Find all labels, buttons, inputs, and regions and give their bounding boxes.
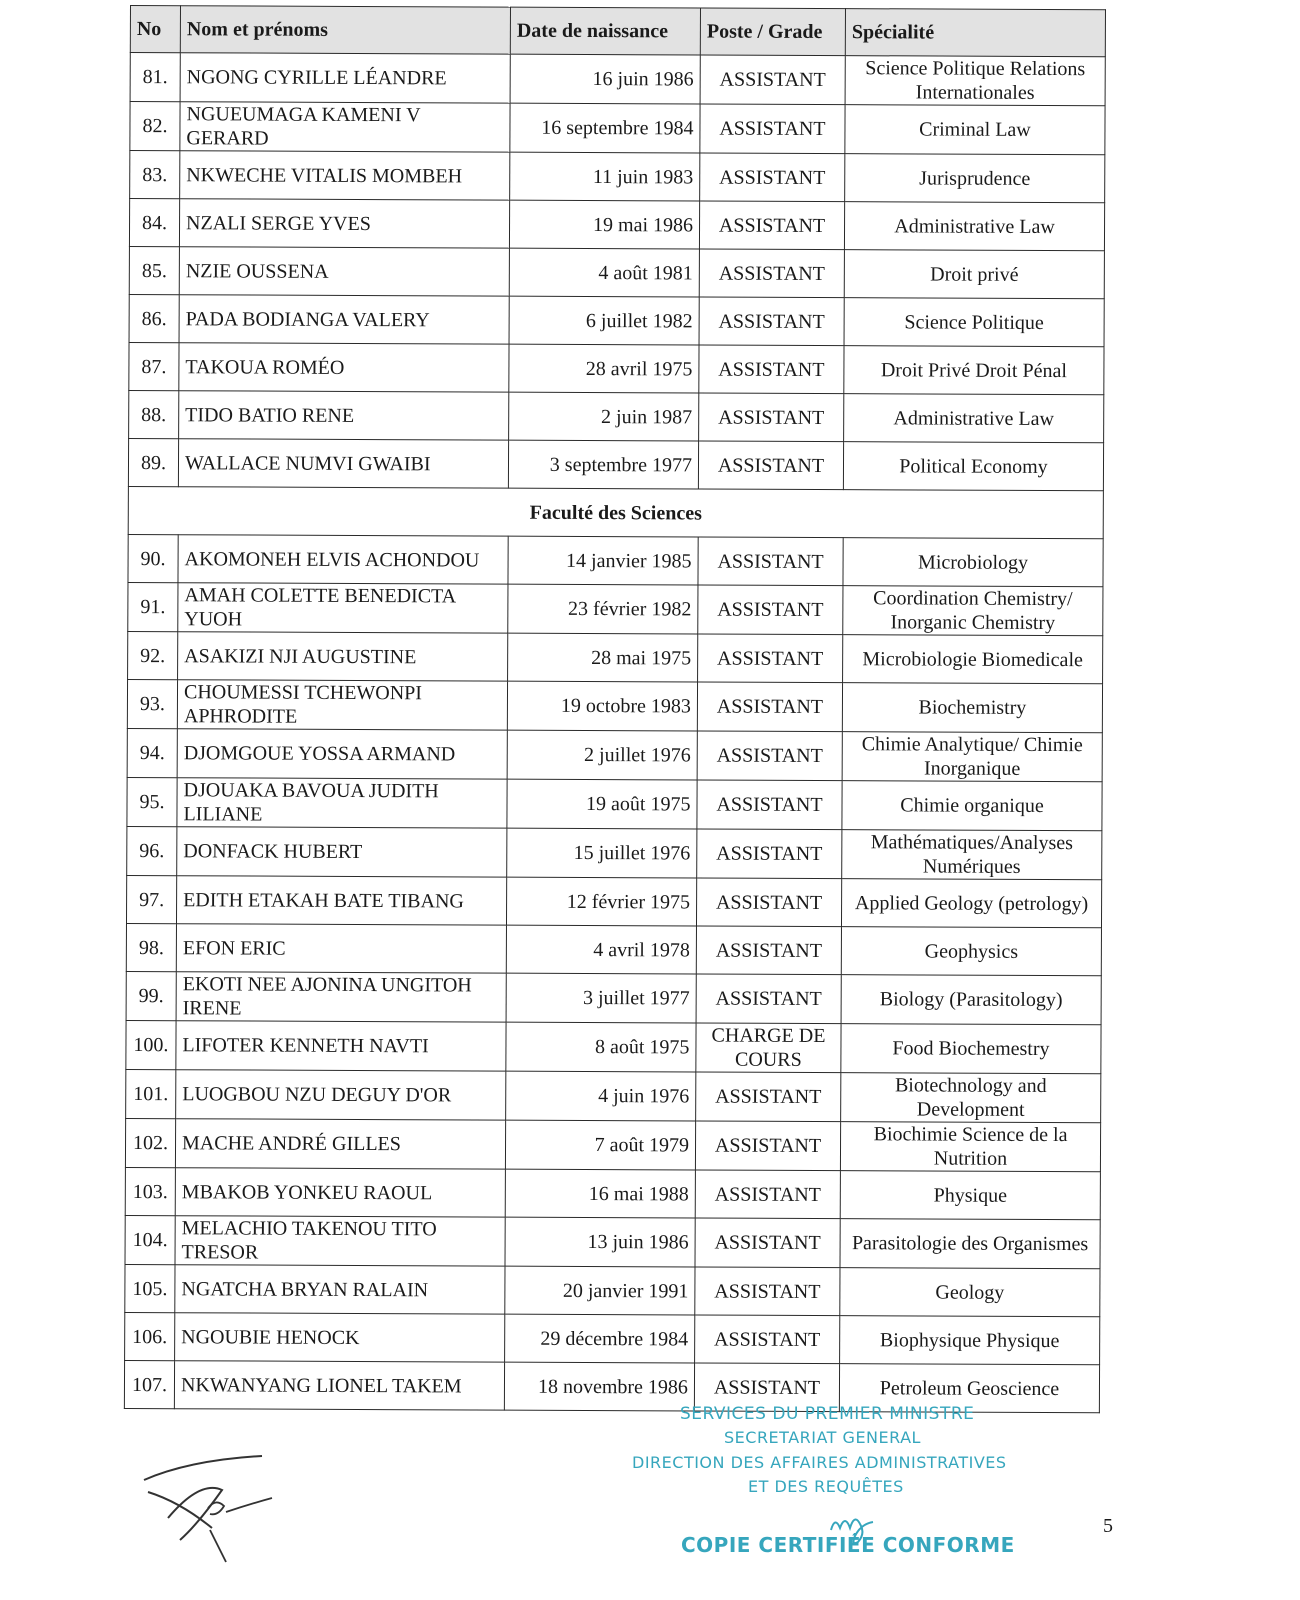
table-row [125, 1264, 1100, 1316]
row-specialty: Criminal Law [845, 105, 1105, 155]
row-birth-date: 3 juillet 1977 [506, 973, 696, 1023]
row-number: 104. [125, 1215, 175, 1264]
row-birth-date: 16 septembre 1984 [510, 103, 700, 153]
row-number: 103. [125, 1167, 175, 1215]
table-row [127, 728, 1102, 781]
row-name: MBAKOB YONKEU RAOUL [175, 1168, 505, 1217]
table-row [125, 1312, 1100, 1364]
row-grade: ASSISTANT [694, 1363, 839, 1412]
row-number: 84. [129, 199, 179, 247]
stamp-line-direction: DIRECTION DES AFFAIRES ADMINISTRATIVES [632, 1453, 1007, 1472]
page-number: 5 [1103, 1515, 1113, 1537]
row-birth-date: 29 décembre 1984 [505, 1314, 695, 1363]
stamp-line-secretariat: SECRETARIAT GENERAL [724, 1428, 921, 1447]
row-name: LUOGBOU NZU DEGUY D'OR [176, 1070, 506, 1120]
row-name: NGATCHA BRYAN RALAIN [175, 1265, 505, 1314]
table-row [127, 679, 1102, 732]
row-specialty: Biotechnology and Development [841, 1073, 1101, 1123]
row-name: NZIE OUSSENA [179, 247, 509, 296]
row-number: 82. [130, 102, 180, 151]
row-number: 87. [129, 342, 179, 390]
row-birth-date: 6 juillet 1982 [509, 296, 699, 345]
row-specialty: Chimie organique [842, 781, 1102, 831]
row-number: 106. [125, 1312, 175, 1360]
row-birth-date: 23 février 1982 [508, 584, 698, 634]
row-number: 94. [127, 728, 177, 777]
table-row [125, 1118, 1100, 1171]
table-row [127, 826, 1102, 879]
table-header-row [130, 6, 1105, 57]
row-number: 97. [126, 875, 176, 923]
row-birth-date: 4 avril 1978 [506, 925, 696, 974]
row-specialty: Science Politique [844, 298, 1104, 347]
row-birth-date: 28 avril 1975 [509, 344, 699, 393]
row-specialty: Administrative Law [844, 202, 1104, 251]
row-name: MACHE ANDRÉ GILLES [175, 1119, 505, 1169]
row-birth-date: 13 juin 1986 [505, 1217, 695, 1267]
row-specialty: Political Economy [843, 442, 1103, 491]
stamp-line-requetes: ET DES REQUÊTES [748, 1477, 904, 1496]
table-row [129, 246, 1104, 298]
row-grade: ASSISTANT [700, 55, 845, 105]
row-grade: CHARGE DE COURS [696, 1023, 841, 1073]
row-name: WALLACE NUMVI GWAIBI [178, 439, 508, 488]
section-row [128, 486, 1103, 538]
row-specialty: Parasitologie des Organismes [840, 1219, 1100, 1269]
row-grade: ASSISTANT [697, 731, 842, 781]
row-name: NKWANYANG LIONEL TAKEM [174, 1361, 504, 1410]
row-number: 93. [127, 679, 177, 728]
row-name: CHOUMESSI TCHEWONPI APHRODITE [177, 680, 507, 730]
row-grade: ASSISTANT [696, 926, 841, 975]
row-name: EDITH ETAKAH BATE TIBANG [176, 876, 506, 925]
row-birth-date: 19 août 1975 [507, 779, 697, 829]
row-number: 86. [129, 294, 179, 342]
row-number: 91. [128, 582, 178, 631]
row-name: NGOUBIE HENOCK [175, 1313, 505, 1362]
row-specialty: Mathématiques/Analyses Numériques [842, 830, 1102, 880]
row-grade: ASSISTANT [700, 153, 845, 202]
table-row [129, 294, 1104, 346]
table-row [130, 151, 1105, 203]
row-grade: ASSISTANT [699, 201, 844, 250]
table-row [129, 199, 1104, 251]
row-number: 88. [129, 390, 179, 438]
row-number: 98. [126, 923, 176, 971]
row-grade: ASSISTANT [695, 1218, 840, 1268]
row-birth-date: 11 juin 1983 [510, 152, 700, 201]
row-birth-date: 4 août 1981 [509, 248, 699, 297]
row-name: LIFOTER KENNETH NAVTI [176, 1021, 506, 1071]
table-row [125, 1167, 1100, 1219]
row-grade: ASSISTANT [698, 585, 843, 635]
table-row [130, 102, 1105, 155]
row-birth-date: 19 mai 1986 [509, 200, 699, 249]
row-grade: ASSISTANT [696, 974, 841, 1024]
row-number: 101. [126, 1069, 176, 1118]
row-number: 107. [124, 1360, 174, 1408]
signature-mark [140, 1450, 290, 1570]
row-name: NGONG CYRILLE LÉANDRE [180, 53, 510, 103]
stamp-line-services: SERVICES DU PREMIER MINISTRE [680, 1404, 975, 1424]
table-row [126, 971, 1101, 1024]
row-birth-date: 7 août 1979 [505, 1120, 695, 1170]
table-row [125, 1215, 1100, 1268]
row-birth-date: 16 mai 1988 [505, 1169, 695, 1218]
row-grade: ASSISTANT [699, 249, 844, 298]
row-specialty: Biology (Parasitology) [841, 975, 1101, 1025]
row-specialty: Applied Geology (petrology) [841, 879, 1101, 928]
row-birth-date: 14 janvier 1985 [508, 536, 698, 585]
row-name: DJOUAKA BAVOUA JUDITH LILIANE [177, 778, 507, 828]
row-grade: ASSISTANT [696, 1072, 841, 1122]
row-specialty: Biochemistry [842, 683, 1102, 733]
row-grade: ASSISTANT [698, 537, 843, 586]
row-name: PADA BODIANGA VALERY [179, 295, 509, 344]
row-grade: ASSISTANT [699, 393, 844, 442]
row-name: ASAKIZI NJI AUGUSTINE [178, 632, 508, 681]
table-row [127, 777, 1102, 830]
row-specialty: Coordination Chemistry/ Inorganic Chemistry [843, 586, 1103, 636]
table-row [128, 582, 1103, 635]
row-grade: ASSISTANT [697, 682, 842, 732]
row-birth-date: 12 février 1975 [506, 877, 696, 926]
row-birth-date: 4 juin 1976 [506, 1071, 696, 1121]
row-grade: ASSISTANT [700, 104, 845, 154]
row-birth-date: 2 juin 1987 [509, 392, 699, 441]
row-specialty: Food Biochemestry [841, 1024, 1101, 1074]
row-number: 85. [129, 246, 179, 294]
row-specialty: Biochimie Science de la Nutrition [840, 1122, 1100, 1172]
row-name: NKWECHE VITALIS MOMBEH [180, 151, 510, 200]
table-row [130, 53, 1105, 106]
table-row [126, 875, 1101, 927]
row-specialty: Biophysique Physique [840, 1316, 1100, 1365]
row-name: TIDO BATIO RENE [179, 391, 509, 440]
row-number: 95. [127, 777, 177, 826]
row-grade: ASSISTANT [699, 345, 844, 394]
row-number: 89. [128, 438, 178, 486]
row-grade: ASSISTANT [695, 1267, 840, 1316]
row-grade: ASSISTANT [699, 297, 844, 346]
stamp-initials [825, 1500, 885, 1550]
row-specialty: Physique [840, 1171, 1100, 1220]
row-birth-date: 16 juin 1986 [510, 54, 700, 104]
row-name: DJOMGOUE YOSSA ARMAND [177, 729, 507, 779]
header-birth-date: Date de naissance [510, 7, 700, 55]
row-name: MELACHIO TAKENOU TITO TRESOR [175, 1216, 505, 1266]
row-birth-date: 2 juillet 1976 [507, 730, 697, 780]
row-number: 90. [128, 534, 178, 582]
row-birth-date: 3 septembre 1977 [508, 440, 698, 489]
row-birth-date: 18 novembre 1986 [504, 1362, 694, 1411]
row-grade: ASSISTANT [695, 1315, 840, 1364]
table-row [128, 534, 1103, 586]
row-number: 92. [128, 631, 178, 679]
table-row [129, 390, 1104, 442]
row-specialty: Administrative Law [844, 394, 1104, 443]
row-specialty: Microbiologie Biomedicale [843, 635, 1103, 684]
row-name: AMAH COLETTE BENEDICTA YUOH [178, 583, 508, 633]
certified-copy-stamp: COPIE CERTIFIÉE CONFORME [681, 1533, 1015, 1557]
section-title: Faculté des Sciences [128, 486, 1103, 538]
row-grade: ASSISTANT [695, 1170, 840, 1219]
row-birth-date: 15 juillet 1976 [507, 828, 697, 878]
row-name: EFON ERIC [176, 924, 506, 973]
staff-table [124, 5, 1106, 1413]
row-number: 102. [125, 1118, 175, 1167]
header-grade: Poste / Grade [700, 8, 845, 56]
row-specialty: Petroleum Geoscience [839, 1364, 1099, 1413]
row-name: NGUEUMAGA KAMENI V GERARD [180, 102, 510, 152]
table-row [128, 438, 1103, 490]
row-grade: ASSISTANT [698, 634, 843, 683]
row-birth-date: 20 janvier 1991 [505, 1266, 695, 1315]
row-specialty: Droit Privé Droit Pénal [844, 346, 1104, 395]
row-birth-date: 28 mai 1975 [508, 633, 698, 682]
row-name: TAKOUA ROMÉO [179, 343, 509, 392]
row-number: 81. [130, 53, 180, 102]
table-row [126, 1020, 1101, 1073]
row-specialty: Chimie Analytique/ Chimie Inorganique [842, 732, 1102, 782]
row-number: 83. [130, 151, 180, 199]
header-specialty: Spécialité [845, 9, 1105, 57]
row-grade: ASSISTANT [695, 1121, 840, 1171]
row-grade: ASSISTANT [697, 829, 842, 879]
row-specialty: Science Politique Relations Internationales [845, 56, 1105, 106]
row-specialty: Geophysics [841, 927, 1101, 976]
row-name: AKOMONEH ELVIS ACHONDOU [178, 535, 508, 584]
row-specialty: Jurisprudence [845, 154, 1105, 203]
row-number: 105. [125, 1264, 175, 1312]
row-name: NZALI SERGE YVES [179, 199, 509, 248]
table-row [128, 631, 1103, 683]
row-number: 99. [126, 971, 176, 1020]
row-number: 100. [126, 1020, 176, 1069]
row-specialty: Droit privé [844, 250, 1104, 299]
table-row [129, 342, 1104, 394]
row-birth-date: 8 août 1975 [506, 1022, 696, 1072]
table-row [126, 923, 1101, 975]
header-no: No [130, 6, 180, 53]
row-specialty: Microbiology [843, 538, 1103, 587]
row-specialty: Geology [840, 1268, 1100, 1317]
table-row [126, 1069, 1101, 1122]
row-name: DONFACK HUBERT [177, 827, 507, 877]
row-birth-date: 19 octobre 1983 [507, 681, 697, 731]
header-name: Nom et prénoms [180, 6, 510, 54]
row-grade: ASSISTANT [697, 780, 842, 830]
row-number: 96. [127, 826, 177, 875]
row-name: EKOTI NEE AJONINA UNGITOH IRENE [176, 972, 506, 1022]
row-grade: ASSISTANT [696, 878, 841, 927]
row-grade: ASSISTANT [698, 441, 843, 490]
